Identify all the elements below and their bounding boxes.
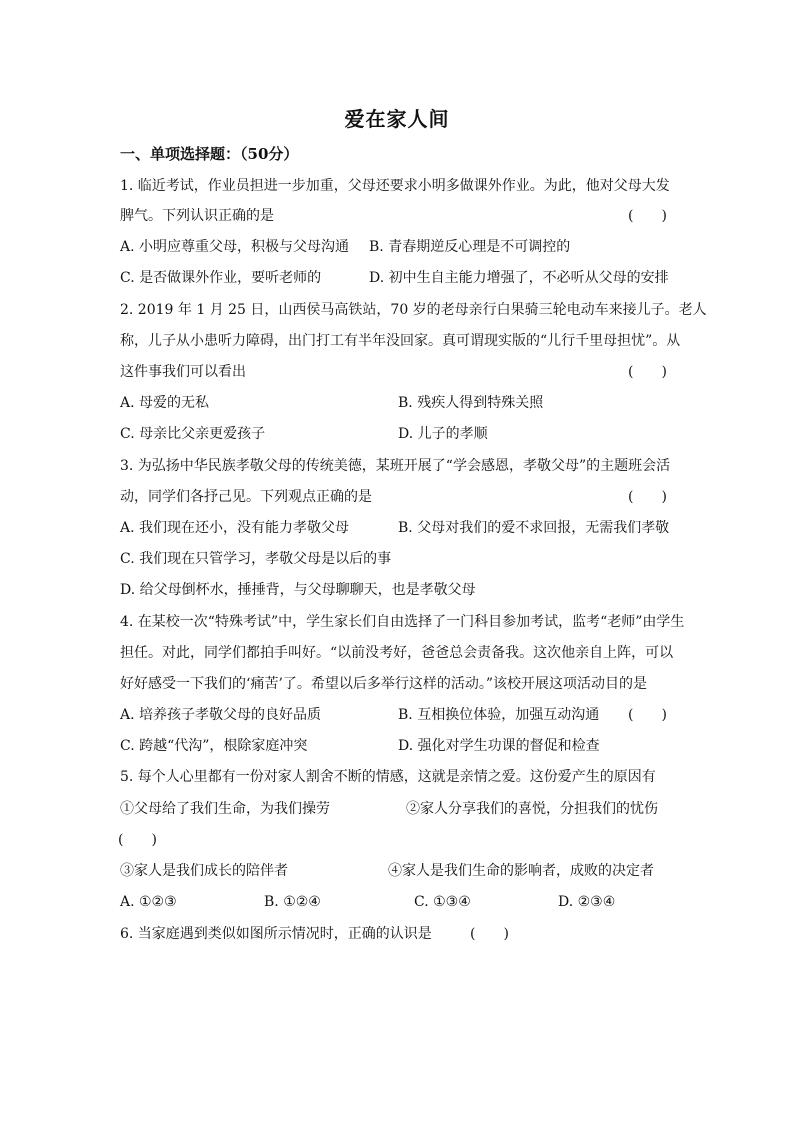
q5-option-c: C. ①③④ xyxy=(414,894,471,910)
q1-answer-bracket: ( ) xyxy=(628,208,667,224)
q1-stem-line1: 1. 临近考试，作业员担进一步加重，父母还要求小明多做课外作业。为此，他对父母大发 xyxy=(120,178,670,194)
q3-stem-line2: 动，同学们各抒己见。下列观点正确的是 xyxy=(120,489,372,505)
q5-statement-1: ①父母给了我们生命，为我们操劳 xyxy=(120,801,330,817)
section-heading: 一、单项选择题：（50分） xyxy=(120,145,299,163)
q6-stem-line1: 6. 当家庭遇到类似如图所示情况时，正确的认识是 xyxy=(120,926,432,942)
q4-stem-line2: 担任。对此，同学们都拍手叫好。“以前没考好，爸爸总会责备我。这次他亲自上阵，可以 xyxy=(120,645,674,661)
q1-stem-line2: 脾气。下列认识正确的是 xyxy=(120,208,274,224)
q2-option-a: A. 母爱的无私 xyxy=(120,395,210,411)
q2-stem-line2: 称，儿子从小患听力障碍，出门打工有半年没回家。真可谓现实版的“儿行千里母担忧”。从 xyxy=(120,333,681,349)
q1-option-d: D. 初中生自主能力增强了，不必听从父母的安排 xyxy=(369,270,669,286)
q3-option-a: A. 我们现在还小，没有能力孝敬父母 xyxy=(120,520,350,536)
q2-option-b: B. 残疾人得到特殊关照 xyxy=(398,395,544,411)
q2-stem-line3: 这件事我们可以看出 xyxy=(120,364,246,380)
q2-stem-line1: 2. 2019 年 1 月 25 日，山西侯马高铁站，70 岁的老母亲行白果骑三轮电动车来接儿子。老人 xyxy=(120,302,707,318)
q3-option-c: C. 我们现在只管学习，孝敬父母是以后的事 xyxy=(120,551,392,567)
q4-option-b: B. 互相换位体验，加强互动沟通 xyxy=(398,707,600,723)
q1-option-c: C. 是否做课外作业，要听老师的 xyxy=(120,270,322,286)
q4-stem-line3: 好好感受一下我们的‘痛苦’了。希望以后多举行这样的活动。”该校开展这项活动目的是 xyxy=(120,676,648,692)
q5-option-d: D. ②③④ xyxy=(558,894,616,910)
q4-option-d: D. 强化对学生功课的督促和检查 xyxy=(398,738,600,754)
q3-option-b: B. 父母对我们的爱不求回报，无需我们孝敬 xyxy=(398,520,670,536)
q5-option-b: B. ①②④ xyxy=(264,894,321,910)
q1-option-b: B. 青春期逆反心理是不可调控的 xyxy=(369,239,571,255)
q5-answer-bracket: ( ) xyxy=(118,832,157,848)
q4-answer-bracket: ( ) xyxy=(628,707,667,723)
q4-option-c: C. 跨越“代沟”，根除家庭冲突 xyxy=(120,738,308,754)
q1-option-a: A. 小明应尊重父母，积极与父母沟通 xyxy=(120,239,350,255)
q5-option-a: A. ①②③ xyxy=(120,894,177,910)
q5-statement-3: ③家人是我们成长的陪伴者 xyxy=(120,863,288,879)
page-title: 爱在家人间 xyxy=(344,107,450,131)
q3-answer-bracket: ( ) xyxy=(628,489,667,505)
q5-statement-4: ④家人是我们生命的影响者，成败的决定者 xyxy=(388,863,654,879)
q3-option-d: D. 给父母倒杯水，捶捶背，与父母聊聊天，也是孝敬父母 xyxy=(120,582,476,598)
q2-answer-bracket: ( ) xyxy=(628,364,667,380)
q6-answer-bracket: ( ) xyxy=(470,926,509,942)
q4-option-a: A. 培养孩子孝敬父母的良好品质 xyxy=(120,707,322,723)
q3-stem-line1: 3. 为弘扬中华民族孝敬父母的传统美德，某班开展了“学会感恩，孝敬父母”的主题班会活 xyxy=(120,458,671,474)
q4-stem-line1: 4. 在某校一次“特殊考试”中，学生家长们自由选择了一门科目参加考试，监考“老师”由学生 xyxy=(120,614,685,630)
q5-statement-2: ②家人分享我们的喜悦，分担我们的忧伤 xyxy=(406,801,658,817)
q5-stem-line1: 5. 每个人心里都有一份对家人割舍不断的情感，这就是亲情之爱。这份爱产生的原因有 xyxy=(120,769,656,785)
q2-option-d: D. 儿子的孝顺 xyxy=(398,426,488,442)
q2-option-c: C. 母亲比父亲更爱孩子 xyxy=(120,426,266,442)
